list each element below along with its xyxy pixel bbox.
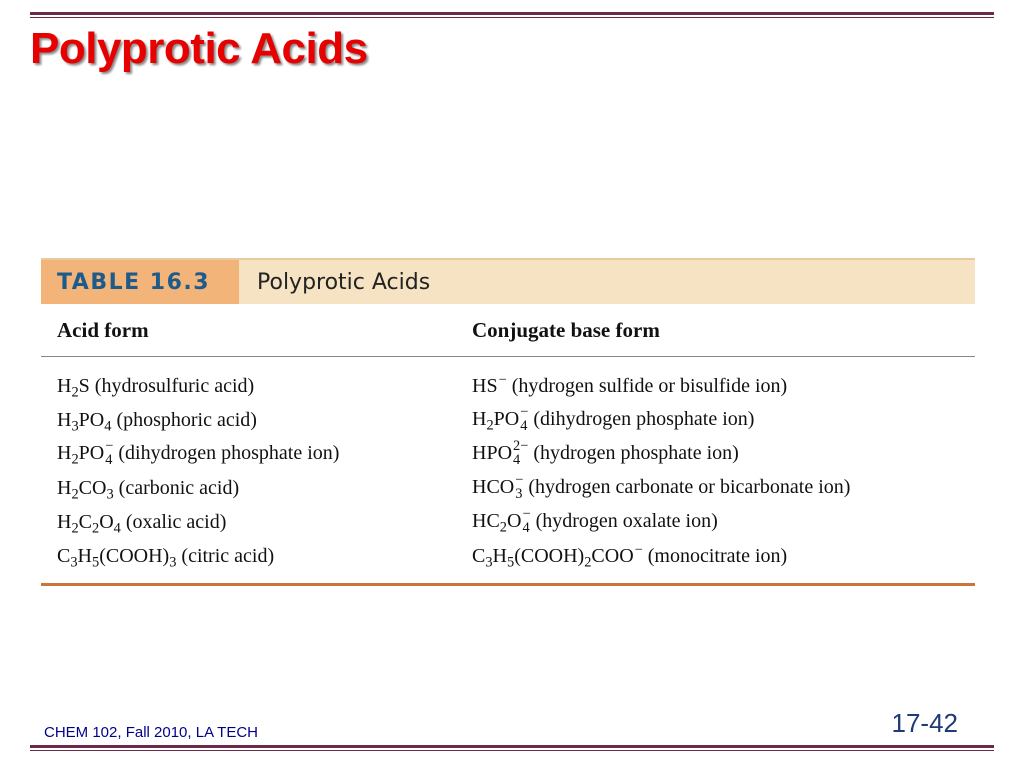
- conjugate-base-cell: $HC_2O$ − 4 (hydrogen oxalate ion): [472, 505, 718, 536]
- table-caption: Polyprotic Acids: [257, 269, 431, 295]
- conjugate-base-cell: HCO − 3 (hydrogen carbonate or bicarbonate ion): [472, 471, 851, 502]
- slide-title: Polyprotic Acids: [30, 24, 368, 73]
- table-row: [41, 505, 975, 539]
- acid-form-cell: $H_2CO_3$ (carbonic acid): [57, 476, 240, 502]
- conjugate-base-cell: HS− (hydrogen sulfide or bisulfide ion): [472, 371, 788, 397]
- acid-form-cell: $H_2S$ (hydrosulfuric acid): [57, 374, 255, 400]
- table-row: [41, 471, 975, 505]
- table-row: [41, 539, 975, 573]
- slide-number: 17-42: [891, 708, 958, 738]
- acid-form-cell: $H_2PO$ − 4 (dihydrogen phosphate ion): [57, 437, 340, 468]
- column-headers: [41, 304, 975, 357]
- table-header-bar: [41, 258, 975, 304]
- table-body: [41, 357, 975, 586]
- acid-form-cell: $C_3H_5(COOH)_3$ (citric acid): [57, 544, 275, 570]
- column-header-acid: Acid form: [57, 317, 149, 342]
- conjugate-base-cell: HPO 2− 4 (hydrogen phosphate ion): [472, 437, 739, 468]
- acid-form-cell: $H_2C_2O_4$ (oxalic acid): [57, 510, 227, 536]
- polyprotic-acids-table: [41, 258, 975, 586]
- conjugate-base-cell: $C_3H_5(COOH)_2COO^-$ (monocitrate ion): [472, 541, 788, 570]
- table-number-label: TABLE 16.3: [41, 260, 239, 304]
- conjugate-base-cell: $H_2PO$ − 4 (dihydrogen phosphate ion): [472, 403, 755, 434]
- acid-form-cell: $H_3PO_4$ (phosphoric acid): [57, 408, 257, 434]
- table-row: [41, 403, 975, 437]
- table-row: [41, 437, 975, 471]
- table-row: [41, 369, 975, 403]
- column-header-base: Conjugate base form: [472, 317, 660, 342]
- footer-course: CHEM 102, Fall 2010, LA TECH: [44, 724, 258, 741]
